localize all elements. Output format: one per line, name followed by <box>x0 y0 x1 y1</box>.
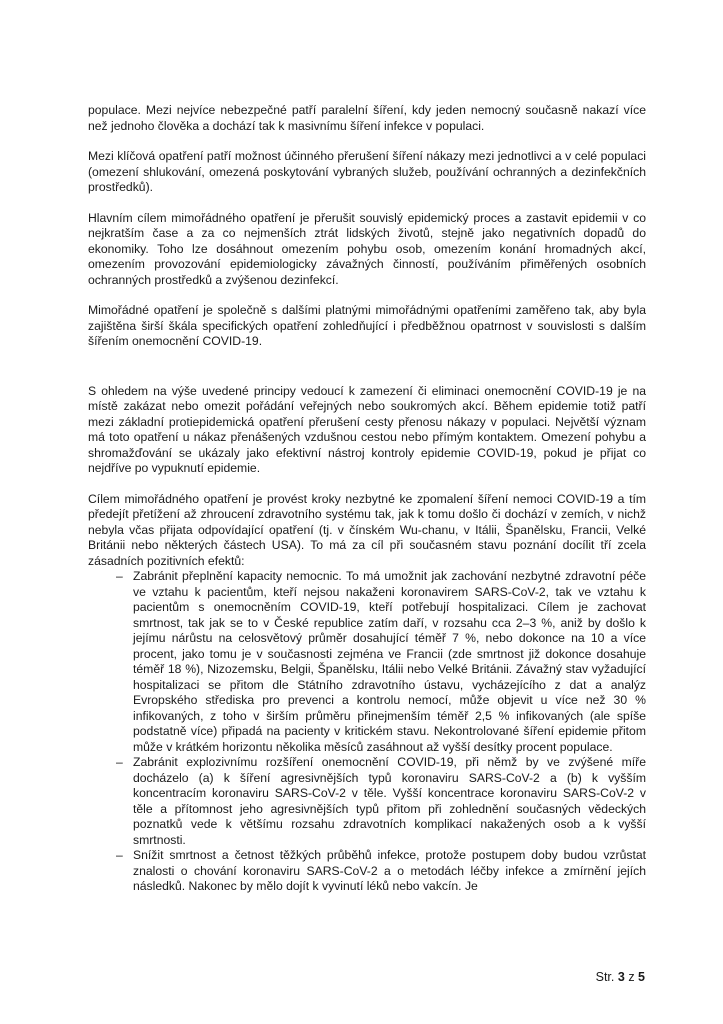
effects-list <box>88 569 646 895</box>
list-item <box>88 755 646 848</box>
list-item <box>88 569 646 755</box>
page-number <box>596 970 645 984</box>
paragraph: Cílem mimořádného opatření je provést kroky nezbytné ke zpomalení šíření nemoci COVID-19 a tím předejít přetížení až zhroucení zdravotního systému tak, jak k tomu došlo či dochází v zemích, v nichž nebyla včas přijata odpovídající opatření (tj. v čínském Wu-chanu, v Itálii, Španělsku, Francii, Velké Británii nebo některých částech USA). To má za cíl při současném stavu poznání docílit tří zcela zásadních pozitivních efektů: <box>88 491 646 568</box>
paragraph: S ohledem na výše uvedené principy vedoucí k zamezení či eliminaci onemocnění COVID-19 je na místě zakázat nebo omezit pořádání veřejných nebo soukromých akcí. Během epidemie totiž patří mezi základní protiepidemická opatření přerušení cesty přenosu nákazy v populaci. Největší význam má toto opatření u nákaz přenášených vzdušnou cestou nebo přímým kontaktem. Omezení pohybu a shromažďování se ukázaly jako efektivní nástroj kontroly epidemie COVID-19, pokud je přijat co nejdříve po vypuknutí epidemie. <box>88 383 646 475</box>
list-marker: – <box>116 569 123 583</box>
total-pages: 5 <box>638 970 645 984</box>
page-number-separator: z <box>628 970 635 984</box>
current-page: 3 <box>617 970 625 984</box>
page-body <box>88 103 646 895</box>
paragraph: Mezi klíčová opatření patří možnost účinného přerušení šíření nákazy mezi jednotlivci a v celé populaci (omezení shlukování, omezená poskytování vybraných služeb, používání ochranných a dezinfekčních prostředků). <box>88 149 646 194</box>
list-item-text: Zabránit přeplnění kapacity nemocnic. To má umožnit jak zachování nezbytné zdravotní péče ve vztahu k pacientům, kteří nejsou nakaženi koronavirem SARS-CoV-2, tak ve vztahu k pacientům s onemocněním COVID-19, kteří potřebují hospitalizaci. Cílem je zachovat smrtnost, tak jak se to v České republice zatím daří, v rozsahu cca 2–3 %, aniž by došlo k jejímu nárůstu na celosvětový průměr dosahující téměř 7 %, nebo dokonce na 10 a více procent, jako tomu je v současnosti zejména ve Francii (zde smrtnost již dokonce dosahuje téměř 18 %), Nizozemsku, Belgii, Španělsku, Itálii nebo Velké Británii. Závažný stav vyžadující hospitalizaci se přitom dle Státního zdravotního ústavu, vycházejícího z dat a analýz Evropského střediska pro prevenci a kontrolu nemocí, může objevit u více než 30 % infikovaných, z toho v širším průměru přinejmenším téměř 2,5 % infikovaných (ale spíše podstatně více) připadá na pacienty v kritickém stavu. Nekontrolované šíření epidemie přitom může v krátkém horizontu několika měsíců zasáhnout až vyšší desítky procent populace. <box>133 569 646 754</box>
page-number-prefix: Str. <box>595 970 615 984</box>
paragraph: Hlavním cílem mimořádného opatření je přerušit souvislý epidemický proces a zastavit epidemii v co nejkratším čase a za co nejmenších ztrát lidských životů, stejně jako negativních dopadů do ekonomiky. Toho lze dosáhnout omezením pohybu osob, omezením konání hromadných akcí, omezením provozování epidemiologicky závažných činností, používáním přiměřených osobních ochranných prostředků a zvýšenou dezinfekcí. <box>88 210 646 287</box>
list-marker: – <box>116 755 123 769</box>
list-item <box>88 848 646 895</box>
list-item-text: Snížit smrtnost a četnost těžkých průběhů infekce, protože postupem doby budou vzrůstat znalosti o chování koronaviru SARS-CoV-2 a o metodách léčby infekce a zmírnění jejích následků. Nakonec by mělo dojít k vyvinutí léků nebo vakcín. Je <box>133 848 646 893</box>
list-marker: – <box>116 848 123 862</box>
paragraph: populace. Mezi nejvíce nebezpečné patří paralelní šíření, kdy jeden nemocný současně nakazí více než jednoho člověka a dochází tak k masivnímu šíření infekce v populaci. <box>88 103 646 133</box>
list-item-text: Zabránit explozivnímu rozšíření onemocnění COVID-19, při němž by ve zvýšené míře docházelo (a) k šíření agresivnějších typů koronaviru SARS-CoV-2 a (b) k vyšším koncentracím koronaviru SARS-CoV-2 v těle. Vyšší koncentrace koronaviru SARS-CoV-2 v těle a přítomnost jeho agresivnějších typů přitom při zohlednění současných vědeckých poznatků vede k většímu rozsahu zdravotních komplikací nakažených osob a k vyšší smrtnosti. <box>133 755 646 847</box>
paragraph: Mimořádné opatření je společně s dalšími platnými mimořádnými opatřeními zaměřeno tak, aby byla zajištěna širší škála specifických opatření zohledňující i předběžnou opatrnost v souvislosti s dalším šířením onemocnění COVID-19. <box>88 303 646 348</box>
